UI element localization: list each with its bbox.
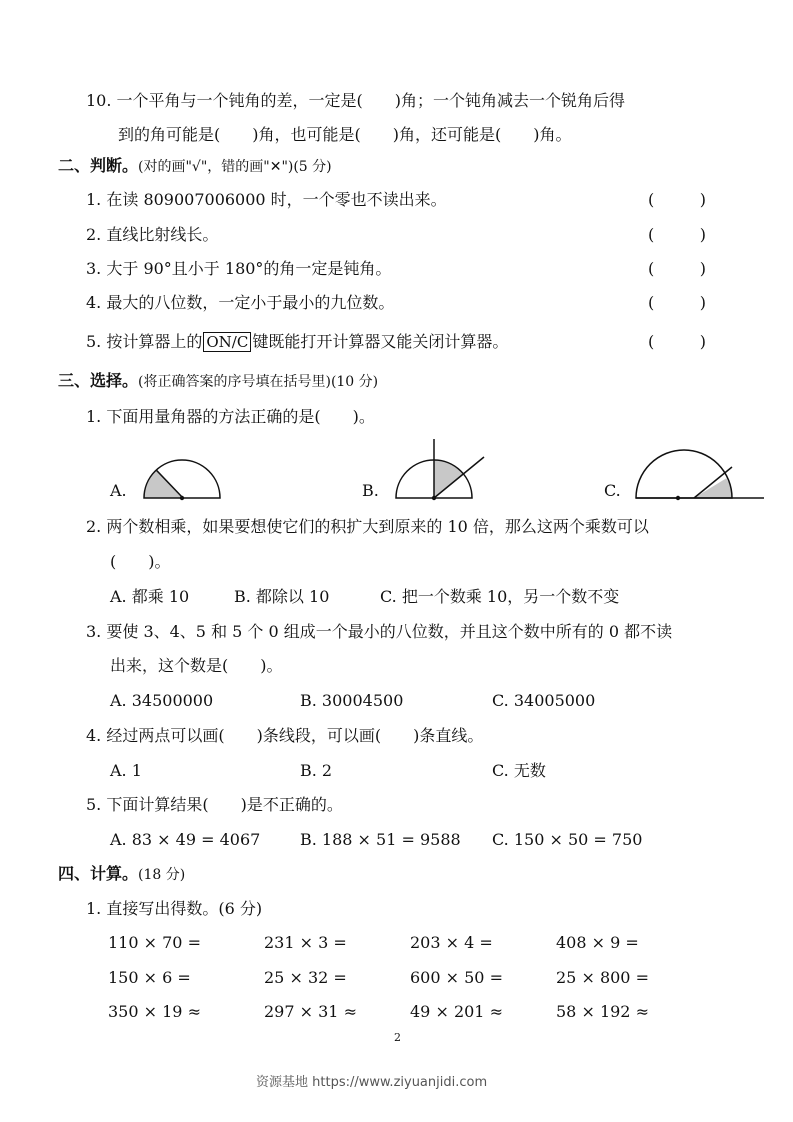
page-number: 2 xyxy=(394,1031,401,1044)
choice-q3-option-b[interactable]: B. 30004500 xyxy=(300,691,404,710)
section3-title: 三、选择。 xyxy=(58,371,139,390)
judge-item-2: 2. 直线比射线长。 xyxy=(86,225,219,244)
calc-item: 150 × 6 = xyxy=(108,968,191,987)
protractor-c-figure xyxy=(632,455,772,510)
choice-q4-option-a[interactable]: A. 1 xyxy=(110,761,142,780)
choice-q5-option-a[interactable]: A. 83 × 49 = 4067 xyxy=(110,830,261,849)
protractor-label-c: C. xyxy=(604,481,621,500)
choice-q4-option-c[interactable]: C. 无数 xyxy=(492,761,546,780)
calc-item: 297 × 31 ≈ xyxy=(264,1002,357,1021)
section4-title: 四、计算。 xyxy=(58,864,139,883)
protractor-b-figure xyxy=(392,435,502,510)
protractor-a-figure xyxy=(136,450,236,510)
choice-q2-option-b[interactable]: B. 都除以 10 xyxy=(234,587,330,606)
calc-item: 25 × 800 = xyxy=(556,968,649,987)
section2-title: 二、判断。 xyxy=(58,156,139,175)
choice-q3-line2: 出来，这个数是( )。 xyxy=(110,656,283,675)
calc-item: 203 × 4 = xyxy=(410,933,493,952)
q10-line2: 到的角可能是( )角，也可能是( )角，还可能是( )角。 xyxy=(118,125,572,144)
section3-heading xyxy=(58,371,378,392)
judge-item-4: 4. 最大的八位数，一定小于最小的九位数。 xyxy=(86,293,395,312)
calc-q1: 1. 直接写出得数。(6 分) xyxy=(86,899,263,918)
choice-q1: 1. 下面用量角器的方法正确的是( )。 xyxy=(86,407,375,426)
choice-q2-option-a[interactable]: A. 都乘 10 xyxy=(110,587,190,606)
q10-line1: 10. 一个平角与一个钝角的差，一定是( )角；一个钝角减去一个锐角后得 xyxy=(86,91,626,110)
choice-q3-option-c[interactable]: C. 34005000 xyxy=(492,691,596,710)
choice-q5: 5. 下面计算结果( )是不正确的。 xyxy=(86,795,343,814)
choice-q2-line2: ( )。 xyxy=(110,552,171,571)
calc-item: 25 × 32 = xyxy=(264,968,347,987)
choice-q5-option-b[interactable]: B. 188 × 51 = 9588 xyxy=(300,830,461,849)
section2-note: (对的画"√"，错的画"✕")(5 分) xyxy=(138,159,332,175)
calc-item: 350 × 19 ≈ xyxy=(108,1002,201,1021)
calc-item: 408 × 9 = xyxy=(556,933,639,952)
protractor-label-b: B. xyxy=(362,481,379,500)
section4-heading xyxy=(58,864,185,885)
choice-q2-line1: 2. 两个数相乘，如果要想使它们的积扩大到原来的 10 倍，那么这两个乘数可以 xyxy=(86,517,649,536)
choice-q3-option-a[interactable]: A. 34500000 xyxy=(110,691,214,710)
section3-note: (将正确答案的序号填在括号里)(10 分) xyxy=(138,374,379,390)
calc-item: 58 × 192 ≈ xyxy=(556,1002,649,1021)
judge-item-1: 1. 在读 809007006000 时，一个零也不读出来。 xyxy=(86,190,447,209)
protractor-label-a: A. xyxy=(110,481,127,500)
choice-q2-option-c[interactable]: C. 把一个数乘 10，另一个数不变 xyxy=(380,587,620,606)
calc-item: 600 × 50 = xyxy=(410,968,503,987)
calc-item: 49 × 201 ≈ xyxy=(410,1002,503,1021)
choice-q5-option-c[interactable]: C. 150 × 50 = 750 xyxy=(492,830,643,849)
on-c-key: ON/C xyxy=(203,332,251,352)
section4-note: (18 分) xyxy=(138,867,186,883)
section2-heading xyxy=(58,156,332,177)
judge-item-3: 3. 大于 90°且小于 180°的角一定是钝角。 xyxy=(86,259,392,278)
calc-item: 231 × 3 = xyxy=(264,933,347,952)
choice-q4-option-b[interactable]: B. 2 xyxy=(300,761,333,780)
judge-item-5: 5. 按计算器上的 ON/C 键既能打开计算器又能关闭计算器。 xyxy=(86,332,509,351)
footer-watermark: 资源基地 https://www.ziyuanjidi.com xyxy=(256,1075,488,1090)
choice-q4: 4. 经过两点可以画( )条线段，可以画( )条直线。 xyxy=(86,726,484,745)
choice-q3-line1: 3. 要使 3、4、5 和 5 个 0 组成一个最小的八位数，并且这个数中所有的 0 都不读 xyxy=(86,622,673,641)
calc-item: 110 × 70 = xyxy=(108,933,201,952)
